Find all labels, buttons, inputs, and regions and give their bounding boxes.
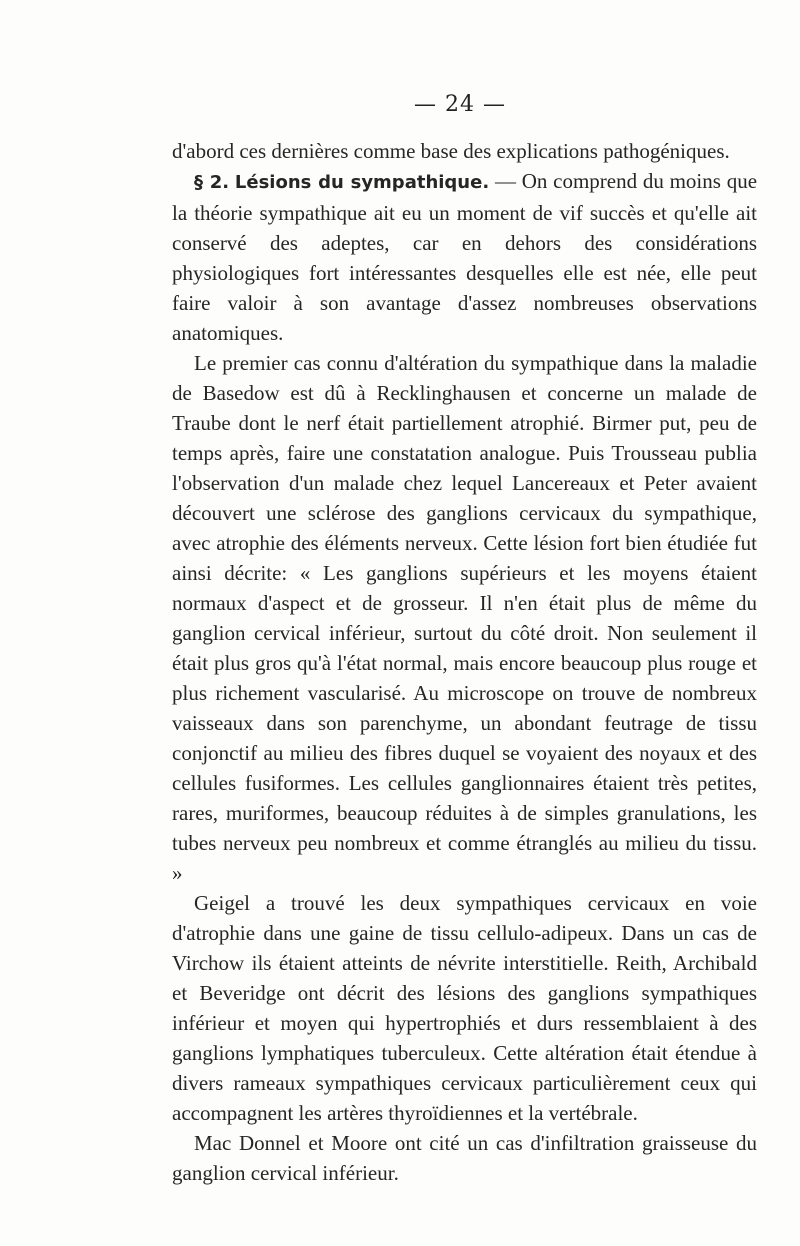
paragraph-geigel: Geigel a trouvé les deux sympathiques cervicaux en voie d'atrophie dans une gaine de tissu cellulo-adipeux. Dans un cas de Virchow ils étaient atteints de névrite interstitielle. Reith, Archibald et Beveridge ont décrit des lésions des ganglions sympathiques inférieur et moyen qui hypertrophiés et durs ressemblaient à des ganglions lymphatiques tuberculeux. Cette altération était étendue à divers rameaux sympathiques cervicaux particulièrement ceux qui accompagnent les artères thyroïdiennes et la vertébrale. — [172, 891, 757, 1125]
paragraph-section-2 — [172, 166, 757, 348]
page-number: — 24 — — [414, 92, 506, 117]
paragraph-mac-donnel: Mac Donnel et Moore ont cité un cas d'infiltration graisseuse du ganglion cervical inférieur. — [172, 1131, 757, 1185]
section-text: — On comprend du moins que la théorie sympathique ait eu un moment de vif succès et qu'elle ait conservé des adeptes, car en dehors des considérations physiologiques fort intéressantes desquelles elle est née, elle peut faire valoir à son avantage d'assez nombreuses observations anatomiques. — [172, 169, 758, 345]
section-title: Lésions du sympathique. — [234, 172, 490, 193]
paragraph-continuation: d'abord ces dernières comme base des explications pathogéniques. — [172, 139, 730, 163]
paragraph-first-case: Le premier cas connu d'altération du sympathique dans la maladie de Basedow est dû à Recklinghausen et concerne un malade de Traube dont le nerf était partiellement atrophié. Birmer put, peu de temps après, faire une constatation analogue. Puis Trousseau publia l'observation d'un malade chez lequel Lancereaux et Peter avaient découvert une sclérose des ganglions cervicaux du sympathique, avec atrophie des éléments nerveux. Cette lésion fort bien étudiée fut ainsi décrite: « Les ganglions supérieurs et les moyens étaient normaux d'aspect et de grosseur. Il n'en était plus de même du ganglion cervical inférieur, surtout du côté droit. Non seulement il était plus gros qu'à l'état normal, mais encore beaucoup plus rouge et plus richement vascularisé. Au microscope on trouve de nombreux vaisseaux dans son parenchyme, un abondant feutrage de tissu conjonctif au milieu des fibres duquel se voyaient des noyaux et des cellules fusiformes. Les cellules ganglionnaires étaient très petites, rares, muriformes, beaucoup réduites à de simples granulations, les tubes nerveux peu nombreux et comme étranglés au milieu du tissu. » — [172, 351, 757, 885]
body-text — [172, 136, 757, 1188]
section-marker: § 2. — [194, 172, 230, 193]
